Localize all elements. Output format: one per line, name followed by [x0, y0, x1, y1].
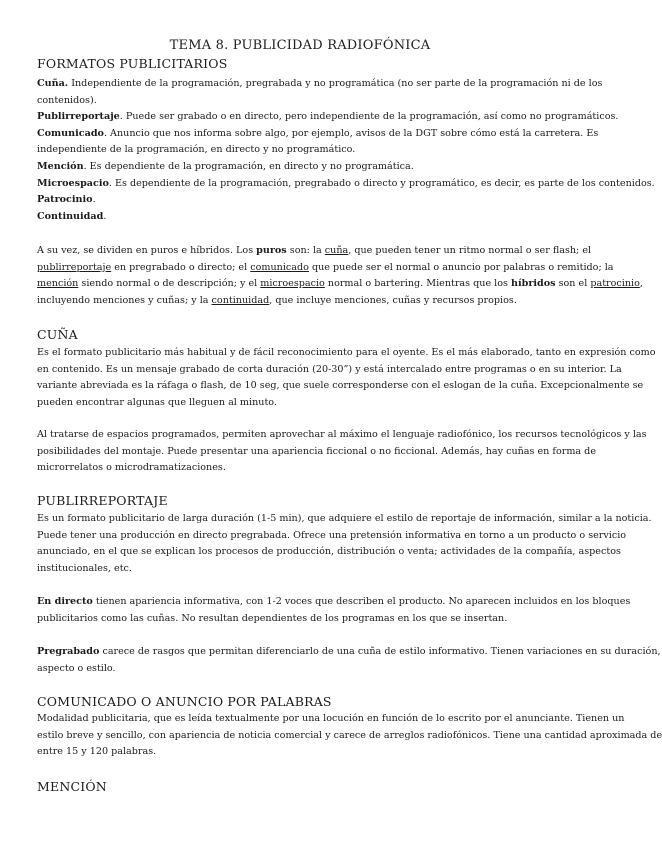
comunicado-paragraph: Modalidad publicitaria, que es leída textualmente por una locución en función de lo escrito por el anunciante. Tienen un estilo breve y sencillo, con apariencia de noticia comercial y carece de arreglos radiofónicos. Tiene una cantidad aproximada de entre 15 y 120 palabras.	[37, 713, 662, 758]
heading-formatos: FORMATOS PUBLICITARIOS	[37, 56, 228, 71]
heading-comunicado: COMUNICADO O ANUNCIO POR PALABRAS	[37, 694, 332, 709]
link-continuidad: continuidad	[211, 294, 270, 306]
def-patrocinio: Patrocinio.	[37, 194, 96, 206]
page-title: TEMA 8. PUBLICIDAD RADIOFÓNICA	[169, 38, 431, 53]
publi-directo-paragraph: En directo tienen apariencia informativa, con 1-2 voces que describen el producto. No aparecen incluidos en los bloques publicitarios como las cuñas. No resultan dependientes de los programas en los que se insertan.	[37, 596, 631, 624]
term-puros: puros	[256, 245, 287, 256]
term-cuna: Cuña.	[37, 78, 69, 89]
term-hibridos: híbridos	[511, 278, 556, 290]
link-comunicado: comunicado	[250, 261, 309, 273]
term-continuidad: Continuidad	[37, 210, 104, 222]
heading-publirreportaje: PUBLIRREPORTAJE	[37, 493, 168, 508]
def-publirreportaje: Publirreportaje. Puede ser grabado o en directo, pero independiente de la programación, así como no programáticos.	[37, 111, 619, 123]
term-pregrabado: Pregrabado	[37, 646, 100, 657]
link-patrocinio: patrocinio	[590, 278, 640, 290]
def-comunicado: Comunicado. Anuncio que nos informa sobre algo, por ejemplo, avisos de la DGT sobre cómo está la carretera. Es	[37, 127, 599, 139]
link-publirreportaje: publirreportaje	[37, 261, 112, 273]
link-cuna: cuña	[324, 245, 349, 256]
def-mencion: Mención. Es dependiente de la programación, en directo y no programática.	[37, 160, 414, 172]
term-microespacio: Microespacio	[37, 177, 109, 189]
def-microespacio: Microespacio. Es dependiente de la programación, pregrabado o directo y programático, es decir, es parte de los contenidos.	[37, 177, 655, 189]
link-mencion: mención	[37, 278, 79, 290]
def-continuidad: Continuidad.	[37, 210, 107, 222]
heading-cuna: CUÑA	[37, 327, 78, 342]
term-comunicado: Comunicado	[37, 127, 104, 139]
term-mencion: Mención	[37, 160, 84, 172]
publi-pregrabado-paragraph: Pregrabado carece de rasgos que permitan diferenciarlo de una cuña de estilo informativo. Tienen variaciones en su duración, aspecto o estilo.	[37, 646, 661, 674]
division-paragraph: A su vez, se dividen en puros e híbridos. Los puros son: la cuña, que pueden tener un ritmo normal o ser flash; el publirreportaje en pregrabado o directo; el comunicado que puede ser el normal o anuncio por palabras o remitido; la mención siendo normal o de descripción; y el microespacio normal o bartering. Mientras que los híbridos son el patrocinio, incluyendo menciones y cuñas; y la continuidad, que incluye menciones, cuñas y recursos propios.	[37, 245, 643, 306]
term-patrocinio: Patrocinio	[37, 194, 93, 206]
formatos-definitions: Cuña. Independiente de la programación, pregrabada y no programática (no ser parte de la programación ni de los contenidos). Publirreportaje. Puede ser grabado o en directo, pero independiente de la programación, así como no programáticos. Comunicado. Anuncio que nos informa sobre algo, por ejemplo, avisos de la DGT sobre cómo está la carretera. Es independiente de la programación, en directo y no programático. Mención. Es dependiente de la programación, en directo y no programática. Microespacio. Es dependiente de la programación, pregrabado o directo y programático, es decir, es parte de los contenidos. Patrocinio. Continuidad.	[37, 76, 567, 225]
publi-paragraph-1: Es un formato publicitario de larga duración (1-5 min), que adquiere el estilo de reportaje de información, similar a la noticia. Puede tener una producción en directo pregrabada. Ofrece una pretensión informativa en torno a un producto o servicio anunciado, en el que se explican los procesos de producción, distribución o venta; actividades de la compañía, aspectos institucionales, etc.	[37, 513, 652, 574]
cuna-paragraph-1: Es el formato publicitario más habitual y de fácil reconocimiento para el oyente. Es el más elaborado, tanto en expresión como en contenido. Es un mensaje grabado de corta duración (20-30”) y está intercalado entre programas o en su interior. La variante abreviada es la ráfaga o flash, de 10 seg, que suele corresponderse con el eslogan de la cuña. Excepcionalmente se pueden encontrar algunas que lleguen al minuto.	[37, 347, 656, 408]
term-en-directo: En directo	[37, 596, 93, 607]
term-publirreportaje: Publirreportaje	[37, 111, 120, 123]
def-cuna: Cuña. Independiente de la programación, pregrabada y no programática (no ser parte de la programación ni de los	[37, 78, 603, 89]
link-microespacio: microespacio	[260, 278, 325, 290]
heading-mencion: MENCIÓN	[37, 779, 107, 794]
cuna-paragraph-2: Al tratarse de espacios programados, permiten aprovechar al máximo el lenguaje radiofónico, los recursos tecnológicos y las posibilidades del montaje. Puede presentar una apariencia ficcional o no ficcional. Además, hay cuñas en forma de microrrelatos o microdramatizaciones.	[37, 429, 647, 474]
